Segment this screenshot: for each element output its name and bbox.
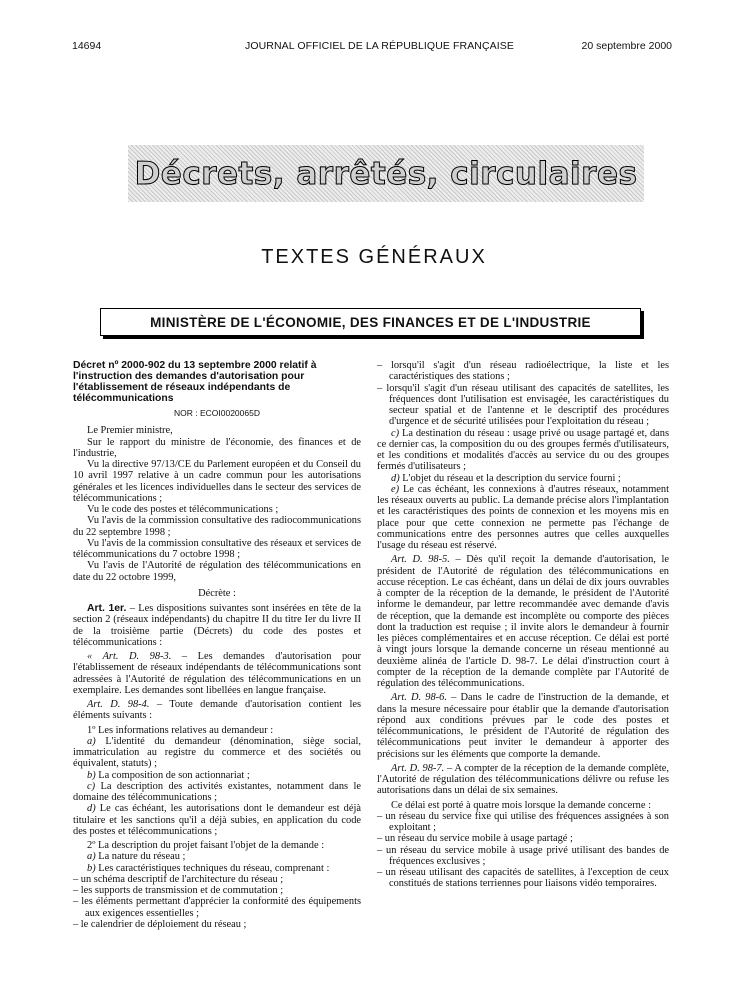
left-column [73,360,361,930]
right-column [377,360,669,890]
dash-item: – un schéma descriptif de l'architecture du réseau ; [73,873,284,885]
item-label: a) [87,735,96,747]
item-label: d) [391,472,400,484]
paragraph: Vu le code des postes et télécommunications ; [87,504,279,515]
article-label: Art. D. 98-5. [391,554,450,566]
banner-title: Décrets, arrêtés, circulaires [134,155,638,192]
paragraph: Vu la directive 97/13/CE du Parlement européen et du Conseil du 10 avril 1997 relative à un cadre commun pour les autorisations générales et les licences individuelles dans le secteur des services de télécommunications ; [73,459,361,504]
paragraph: Vu l'avis de la commission consultative des réseaux et services de télécommunications du 7 octobre 1998 ; [73,537,361,560]
section-banner [128,145,644,202]
paragraph: 2º La description du projet faisant l'objet de la demande : [87,840,325,851]
dash-item: – les éléments permettant d'apprécier la conformité des équipements aux exigences essentielles ; [73,896,361,919]
item-text: La description des activités existantes, notamment dans le domaine des télécommunications ; [73,780,361,803]
running-header [0,40,748,56]
article-text: – A compter de la réception de la demande complète, l'Autorité de régulation des télécommunications délivre ou refuse les autorisations dans un délai de six semaines. [377,762,669,797]
paragraph: Vu l'avis de la commission consultative des radiocommunications du 22 septembre 1998 ; [73,515,361,538]
nor-reference: NOR : ECOI0020065D [174,408,260,418]
dash-item: – un réseau du service mobile à usage privé utilisant des bandes de fréquences exclusives ; [377,844,669,867]
section-title: TEXTES GÉNÉRAUX [261,246,487,268]
list-item [377,428,669,473]
decree-title: Décret nº 2000-902 du 13 septembre 2000 relatif à l'instruction des demandes d'autorisation pour l'établissement de réseaux indépendants de télécommunications [73,360,317,404]
paragraph: Vu l'avis de l'Autorité de régulation des télécommunications en date du 22 octobre 1999, [73,560,361,583]
item-label: e) [391,483,400,495]
item-text: La destination du réseau : usage privé ou usage partagé et, dans ce dernier cas, la composition du ou des groupes fermés d'utilisateurs, et les conditions et modalités d'accès au service du ou des groupes fermés d'utilisateurs ; [377,427,669,473]
dash-item: – un réseau du service fixe qui utilise des fréquences assignées à son exploitant ; [377,810,669,833]
dash-item: – lorsqu'il s'agit d'un réseau utilisant des capacités de satellites, les fréquences dont l'utilisation est envisagée, les caractéristiques du secteur spatial et de l'antenne et le descriptif des procédures d'urgence et de sécurité utilisées pour l'exploitation du réseau ; [377,382,669,428]
dash-item: – lorsqu'il s'agit d'un réseau radioélectrique, la liste et les caractéristiques des stations ; [377,360,669,383]
paragraph: 1º Les informations relatives au demandeur : [87,724,274,736]
item-label: a) [87,851,96,863]
item-text: L'objet du réseau et la description du service fourni ; [399,472,621,484]
dash-item: – un réseau du service mobile à usage partagé ; [377,833,573,845]
article-label: Art. D. 98-7. [391,762,445,774]
article-label: Art. D. 98-6. [391,692,447,704]
paragraph: Le Premier ministre, [87,425,173,437]
article-text: – Dans le cadre de l'instruction de la demande, et dans la mesure nécessaire pour établir que la demande d'autorisation répond aux conditions prévues par le code des postes et télécommunications, le président de l'Autorité de régulation des télécommunications peut inviter le demandeur à apporter des précisions sur les éléments que comporte la demande. [377,692,669,760]
item-label: b) [87,862,96,874]
item-label: d) [87,803,96,815]
article-d98-5 [377,554,669,689]
article-label: Art. D. 98-4. [87,699,150,710]
article-text: – Dès qu'il reçoit la demande d'autorisation, le président de l'Autorité de régulation des télécommunications en accuse réception. Le cas échéant, dans un délai de dix jours ouvrables à compter de la réception de la demande, le président de l'Autorité informe le demandeur, par lettre recommandée avec demande d'avis de réception, que la demande est incomplète ou comporte des pièces dont la traduction est requise ; il invite alors le demandeur à fournir les pièces complémentaires et en accuse réception. Ce délai est porté à vingt jours lorsque la demande concerne un réseau mentionné au deuxième alinéa de l'article D. 98-7. Le délai d'instruction court à compter de la réception de la demande complète par l'Autorité de régulation des télécommunications. [377,554,669,689]
article-text: – Toute demande d'autorisation contient les éléments suivants : [73,699,361,722]
item-label: c) [391,427,400,439]
article-d98-6 [377,692,669,760]
article-text: – Les dispositions suivantes sont insérées en tête de la section 2 (réseaux indépendants) du chapitre II du titre Ier du livre II de la troisième partie (Décrets) du code des postes et télécommunications : [73,603,361,648]
paragraph: Ce délai est porté à quatre mois lorsque la demande concerne : [391,799,651,811]
item-text: La nature du réseau ; [95,851,186,863]
article-d98-4 [73,699,361,722]
list-item [73,770,361,781]
ministry-name: MINISTÈRE DE L'ÉCONOMIE, DES FINANCES ET DE L'INDUSTRIE [150,314,591,330]
dash-item: – le calendrier de déploiement du réseau ; [73,918,247,930]
article-d98-3 [73,651,361,696]
journal-title: JOURNAL OFFICIEL DE LA RÉPUBLIQUE FRANÇAISE [245,40,514,52]
item-text: Le cas échéant, les autorisations dont le demandeur est déjà titulaire et les sanctions qu'il a déjà subies, en application du code des postes et télécommunications ; [73,803,361,837]
article-label: « Art. D. 98-3. [87,651,172,662]
dash-item: – un réseau utilisant des capacités de satellites, à l'exception de ceux constitués de stations terriennes pour liaisons vidéo temporaires. [377,867,669,890]
item-text: Les caractéristiques techniques du réseau, comprenant : [95,862,330,874]
list-item [73,736,361,770]
article-d98-7 [377,763,669,797]
article-1 [73,603,361,648]
list-item [73,781,361,804]
list-item [377,484,669,552]
article-text: – Les demandes d'autorisation pour l'établissement de réseaux indépendants de télécommunications sont adressées à l'Autorité de régulation des télécommunications en un exemplaire. Les demandes sont libellées en langue française. [73,651,362,696]
list-item [73,863,361,874]
list-item [377,473,669,484]
ministry-box [100,308,641,336]
item-text: La composition de son actionnariat ; [95,769,250,781]
list-item [73,803,361,837]
item-label: c) [87,780,96,792]
page-number: 14694 [72,40,102,52]
item-text: Le cas échéant, les connexions à d'autres réseaux, notamment les réseaux ouverts au public. La demande précise alors l'implantation et les caractéristiques des points de connexion et les moyens mis en place pour que cette connexion ne permette pas l'échange de communications entre des personnes autres que celles auxquelles l'usage du réseau est réservé. [377,483,669,551]
issue-date: 20 septembre 2000 [581,40,672,52]
dash-item: – les supports de transmission et de commutation ; [73,885,284,896]
list-item [73,851,361,862]
paragraph: Sur le rapport du ministre de l'économie, des finances et de l'industrie, [73,436,361,459]
item-text: L'identité du demandeur (dénomination, siège social, immatriculation au registre du commerce et des sociétés ou équivalent, statuts) ; [73,735,361,770]
item-label: b) [87,769,96,781]
decrete-heading: Décrète : [198,587,236,599]
article-label: Art. 1er. [87,603,127,614]
